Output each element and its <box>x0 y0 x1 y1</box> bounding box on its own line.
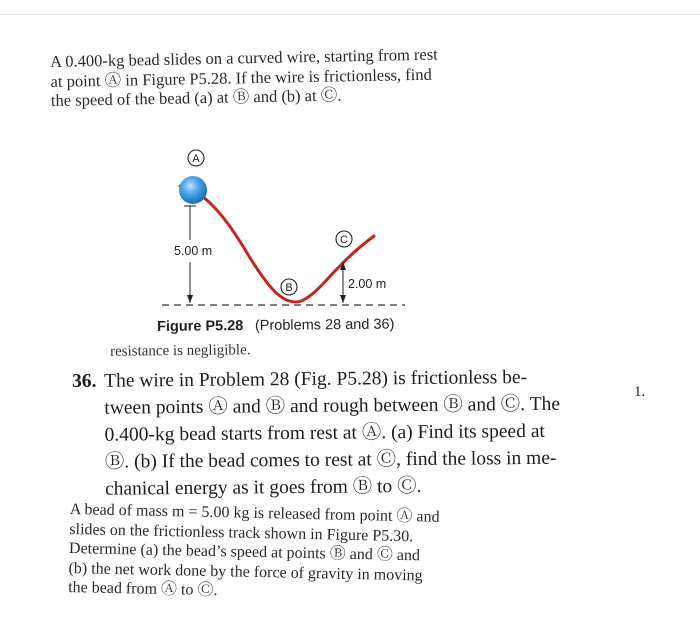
height-c-dimension <box>340 262 386 303</box>
figure-caption-label: Figure P5.28 <box>157 318 244 335</box>
height-a-label: 5.00 m <box>174 244 213 258</box>
point-b-label: B <box>285 282 293 294</box>
height-c-label: 2.00 m <box>348 277 387 291</box>
problem-1-line: A bead of mass m = 5.00 kg is released from point Ⓐ and <box>69 500 440 526</box>
problem-28-text <box>50 43 541 111</box>
wire-diagram <box>150 140 430 310</box>
problem-36 <box>72 363 646 503</box>
side-number-marker: 1. <box>634 384 646 400</box>
problem-1-line: Determine (a) the bead’s speed at points Ⓑ and Ⓒ and <box>68 539 421 565</box>
problem-36-line: The wire in Problem 28 (Fig. P5.28) is frictionless be- <box>104 367 528 392</box>
problem-1-line: slides on the frictionless track shown in Figure P5.30. <box>69 520 414 545</box>
problem-1-line: (b) the net work done by the force of gravity in moving <box>68 559 423 584</box>
problem-28-line: A 0.400-kg bead slides on a curved wire, starting from rest <box>50 44 438 71</box>
bead <box>179 176 207 204</box>
height-a-dimension <box>174 206 212 303</box>
problem-36-line: 0.400-kg bead starts from rest at Ⓐ. (a) Find its speed at <box>104 420 545 446</box>
point-c-label: C <box>340 234 348 246</box>
figure-p5-28 <box>150 140 430 310</box>
figure-caption-text: (Problems 28 and 36) <box>254 316 395 334</box>
problem-28-line: the speed of the bead (a) at Ⓑ and (b) at Ⓒ. <box>50 85 342 110</box>
problem-36-line: tween points Ⓐ and Ⓑ and rough between Ⓑ and Ⓒ. The <box>104 393 561 419</box>
problem-28-line: at point Ⓐ in Figure P5.28. If the wire is frictionless, find <box>50 64 432 91</box>
top-divider <box>0 14 700 15</box>
point-a-marker <box>188 150 204 166</box>
problem-36-number: 36. <box>72 370 97 392</box>
problem-36-line: chanical energy as it goes from Ⓑ to Ⓒ. <box>104 475 422 500</box>
point-b-marker <box>281 279 297 295</box>
point-c-marker <box>336 231 352 247</box>
figure-caption <box>157 317 394 336</box>
problem-1-line: the bead from Ⓐ to Ⓒ. <box>67 578 218 600</box>
problem-1 <box>68 500 540 607</box>
problem-36-line: Ⓑ. (b) If the bead comes to rest at Ⓒ, find the loss in me- <box>104 447 557 473</box>
point-a-label: A <box>192 153 200 165</box>
cutoff-text: resistance is negligible. <box>109 342 251 360</box>
